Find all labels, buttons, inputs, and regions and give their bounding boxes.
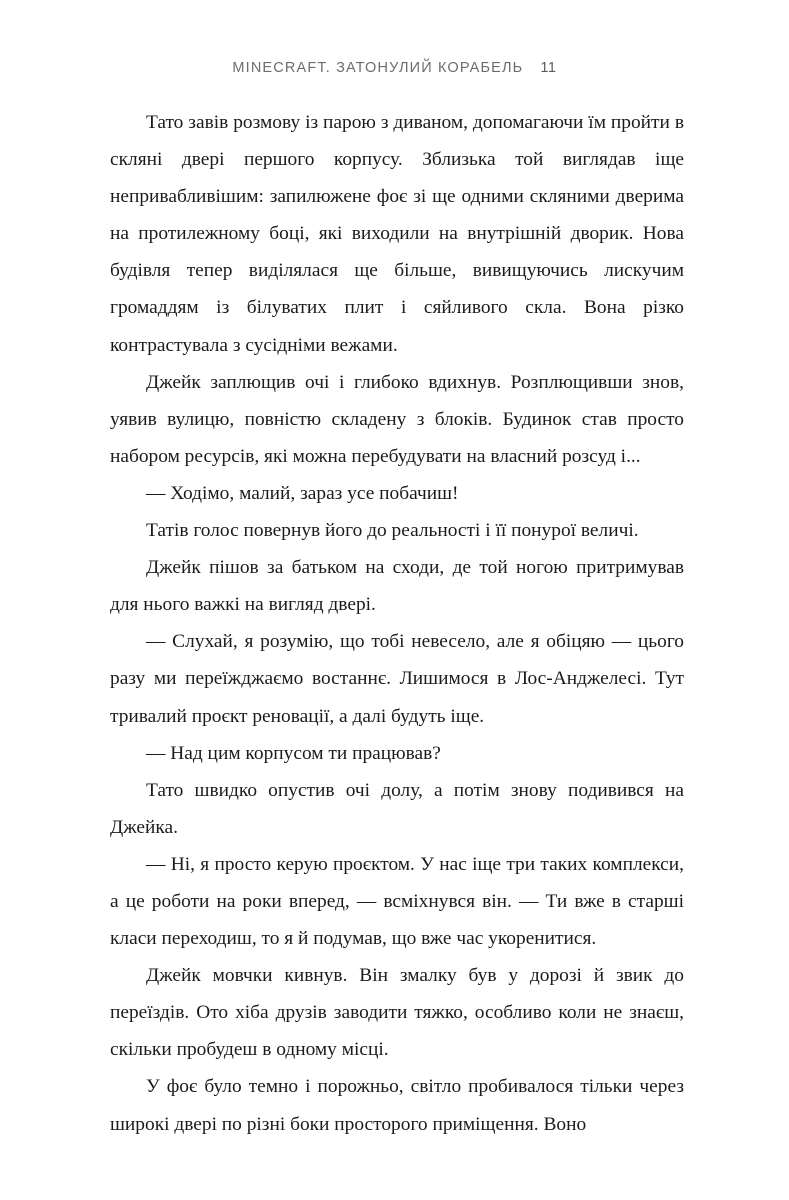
running-head — [0, 60, 789, 76]
paragraph: — Ні, я просто керую проєктом. У нас іще три таких комплекси, а це роботи на роки вперед, — всміхнувся він. — Ти вже в старші класи переходиш, то я й подумав, що вже час укоренитися. — [110, 853, 684, 950]
paragraph: — Слухай, я розумію, що тобі невесело, але я обіцяю — цього разу ми переїжджаємо востаннє. Лишимося в Лос-Анджелесі. Тут тривалий проєкт реновації, а далі будуть іще. — [110, 631, 684, 727]
running-head-title: MINECRAFT. ЗАТОНУЛИЙ КОРАБЕЛЬ — [232, 60, 524, 76]
paragraph: Джейк заплющив очі і глибоко вдихнув. Розплющивши знов, уявив вулицю, повністю складену з блоків. Будинок став просто набором ресурсів, які можна перебудувати на власний розсуд і... — [110, 371, 684, 467]
paragraph: Татів голос повернув його до реальності і її понурої величі. — [146, 520, 639, 542]
page-number: 11 — [540, 60, 557, 76]
body-text-block — [110, 104, 684, 1143]
paragraph: Тато швидко опустив очі долу, а потім знову подивився на Джейка. — [110, 779, 684, 838]
paragraph: Джейк пішов за батьком на сходи, де той ногою притримував для нього важкі на вигляд двері. — [110, 557, 684, 616]
paragraph: — Над цим корпусом ти працював? — [146, 742, 441, 764]
paragraph: — Ходімо, малий, зараз усе побачиш! — [146, 482, 459, 504]
paragraph: У фоє було темно і порожньо, світло пробивалося тільки через широкі двері по різні боки просторого приміщення. Воно — [110, 1076, 684, 1135]
paragraph: Тато завів розмову із парою з диваном, допомагаючи їм пройти в скляні двері першого корпусу. Зблизька той виглядав іще непривабливішим: запилюжене фоє зі ще одними скляними дверима на протилежному боці, які виходили на внутрішній дворик. Нова будівля тепер виділялася ще більше, вивищуючись лискучим громаддям із білуватих плит і сяйливого скла. Вона різко контрастувала з сусідніми вежами. — [110, 112, 684, 356]
paragraph: Джейк мовчки кивнув. Він змалку був у дорозі й звик до переїздів. Ото хіба друзів заводити тяжко, особливо коли не знаєш, скільки пробудеш в одному місці. — [110, 965, 684, 1061]
